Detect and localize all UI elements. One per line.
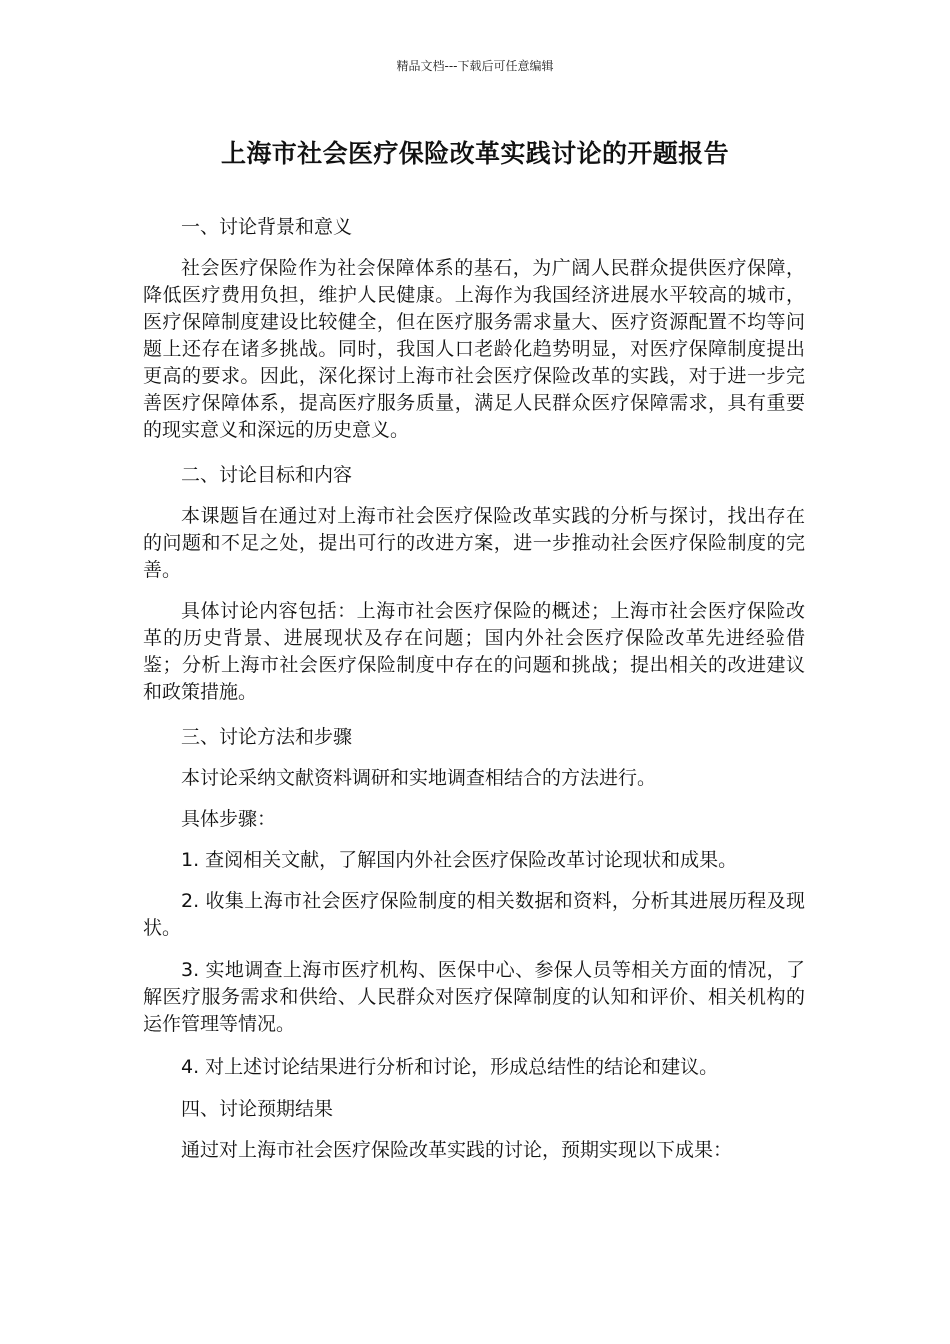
section-3-paragraph-2: 具体步骤： [181, 808, 277, 830]
document-title: 上海市社会医疗保险改革实践讨论的开题报告 [220, 139, 729, 168]
section-2-heading: 二、讨论目标和内容 [181, 464, 353, 486]
section-3-step-4: 4. 对上述讨论结果进行分析和讨论，形成总结性的结论和建议。 [181, 1056, 719, 1078]
section-3-step-3: 3. 实地调查上海市医疗机构、医保中心、参保人员等相关方面的情况，了解医疗服务需求和供给、人民群众对医疗保障制度的认知和评价、相关机构的运作管理等情况。 [143, 959, 805, 1035]
section-3-step-2: 2. 收集上海市社会医疗保险制度的相关数据和资料，分析其进展历程及现状。 [143, 890, 805, 939]
section-4-paragraph-1: 通过对上海市社会医疗保险改革实践的讨论，预期实现以下成果： [181, 1139, 733, 1161]
header-note: 精品文档---下载后可任意编辑 [396, 59, 554, 73]
section-2-paragraph-2: 具体讨论内容包括：上海市社会医疗保险的概述；上海市社会医疗保险改革的历史背景、进展现状及存在问题；国内外社会医疗保险改革先进经验借鉴；分析上海市社会医疗保险制度中存在的问题和挑战；提出相关的改进建议和政策措施。 [143, 600, 805, 703]
section-3-heading: 三、讨论方法和步骤 [181, 726, 353, 748]
section-1-paragraph: 社会医疗保险作为社会保障体系的基石，为广阔人民群众提供医疗保障，降低医疗费用负担，维护人民健康。上海作为我国经济进展水平较高的城市，医疗保障制度建设比较健全，但在医疗服务需求量大、医疗资源配置不均等问题上还存在诸多挑战。同时，我国人口老龄化趋势明显，对医疗保障制度提出更高的要求。因此，深化探讨上海市社会医疗保险改革的实践，对于进一步完善医疗保障体系，提高医疗服务质量，满足人民群众医疗保障需求，具有重要的现实意义和深远的历史意义。 [143, 257, 805, 441]
section-1-heading: 一、讨论背景和意义 [181, 216, 353, 238]
section-3-paragraph-1: 本讨论采纳文献资料调研和实地调查相结合的方法进行。 [181, 767, 657, 789]
section-2-paragraph-1: 本课题旨在通过对上海市社会医疗保险改革实践的分析与探讨，找出存在的问题和不足之处，提出可行的改进方案，进一步推动社会医疗保险制度的完善。 [143, 505, 805, 581]
section-4-heading: 四、讨论预期结果 [181, 1098, 334, 1120]
section-3-step-1: 1. 查阅相关文献，了解国内外社会医疗保险改革讨论现状和成果。 [181, 849, 738, 871]
